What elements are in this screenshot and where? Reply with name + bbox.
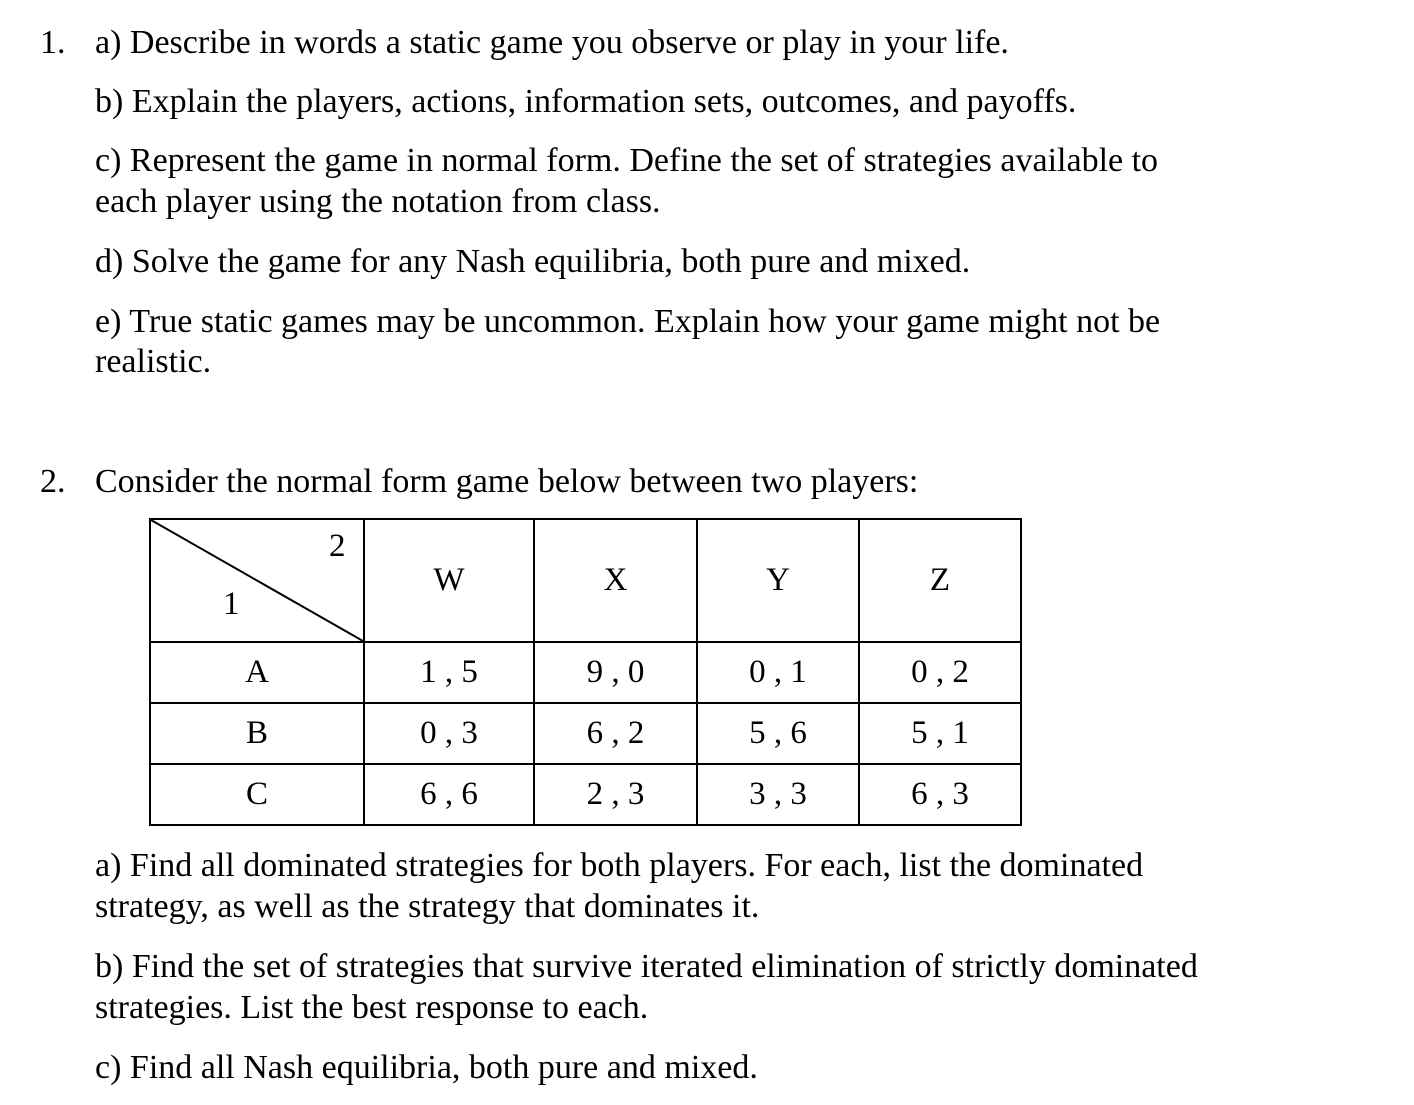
payoff-cell: 6 , 3	[859, 764, 1021, 825]
payoff-cell: 9 , 0	[534, 642, 697, 703]
question-1-number: 1.	[40, 24, 66, 61]
player-1-label: 1	[223, 586, 240, 622]
payoff-matrix-header-row	[150, 519, 1021, 642]
row-header-b: B	[150, 703, 364, 764]
payoff-cell: 0 , 3	[364, 703, 534, 764]
q1-part-e-line1: e) True static games may be uncommon. Explain how your game might not be	[95, 303, 1161, 340]
q2-intro: Consider the normal form game below between two players:	[95, 463, 919, 500]
payoff-cell: 0 , 1	[697, 642, 859, 703]
payoff-cell: 0 , 2	[859, 642, 1021, 703]
payoff-cell: 3 , 3	[697, 764, 859, 825]
q1-part-e-line2: realistic.	[95, 343, 212, 380]
column-header-w: W	[364, 519, 534, 642]
q2-part-a-line1: a) Find all dominated strategies for both players. For each, list the dominated	[95, 847, 1144, 884]
payoff-cell: 5 , 1	[859, 703, 1021, 764]
q1-part-c-line1: c) Represent the game in normal form. Define the set of strategies available to	[95, 142, 1159, 179]
payoff-cell: 6 , 6	[364, 764, 534, 825]
column-header-y: Y	[697, 519, 859, 642]
q2-part-a-line2: strategy, as well as the strategy that dominates it.	[95, 888, 760, 925]
q1-part-b: b) Explain the players, actions, information sets, outcomes, and payoffs.	[95, 83, 1077, 120]
q2-part-b-line1: b) Find the set of strategies that survive iterated elimination of strictly dominated	[95, 948, 1198, 985]
corner-cell	[150, 519, 364, 642]
q2-part-c: c) Find all Nash equilibria, both pure and mixed.	[95, 1049, 758, 1086]
q1-part-d: d) Solve the game for any Nash equilibria, both pure and mixed.	[95, 243, 971, 280]
column-header-x: X	[534, 519, 697, 642]
payoff-cell: 5 , 6	[697, 703, 859, 764]
question-2-number: 2.	[40, 463, 66, 500]
table-row	[150, 642, 1021, 703]
q1-part-c-line2: each player using the notation from class.	[95, 183, 661, 220]
payoff-cell: 2 , 3	[534, 764, 697, 825]
player-2-label: 2	[329, 528, 346, 564]
q1-part-a: a) Describe in words a static game you observe or play in your life.	[95, 24, 1009, 61]
payoff-cell: 6 , 2	[534, 703, 697, 764]
table-row	[150, 703, 1021, 764]
q2-part-b-line2: strategies. List the best response to each.	[95, 989, 649, 1026]
column-header-z: Z	[859, 519, 1021, 642]
row-header-a: A	[150, 642, 364, 703]
row-header-c: C	[150, 764, 364, 825]
payoff-matrix	[149, 518, 1022, 826]
table-row	[150, 764, 1021, 825]
payoff-cell: 1 , 5	[364, 642, 534, 703]
